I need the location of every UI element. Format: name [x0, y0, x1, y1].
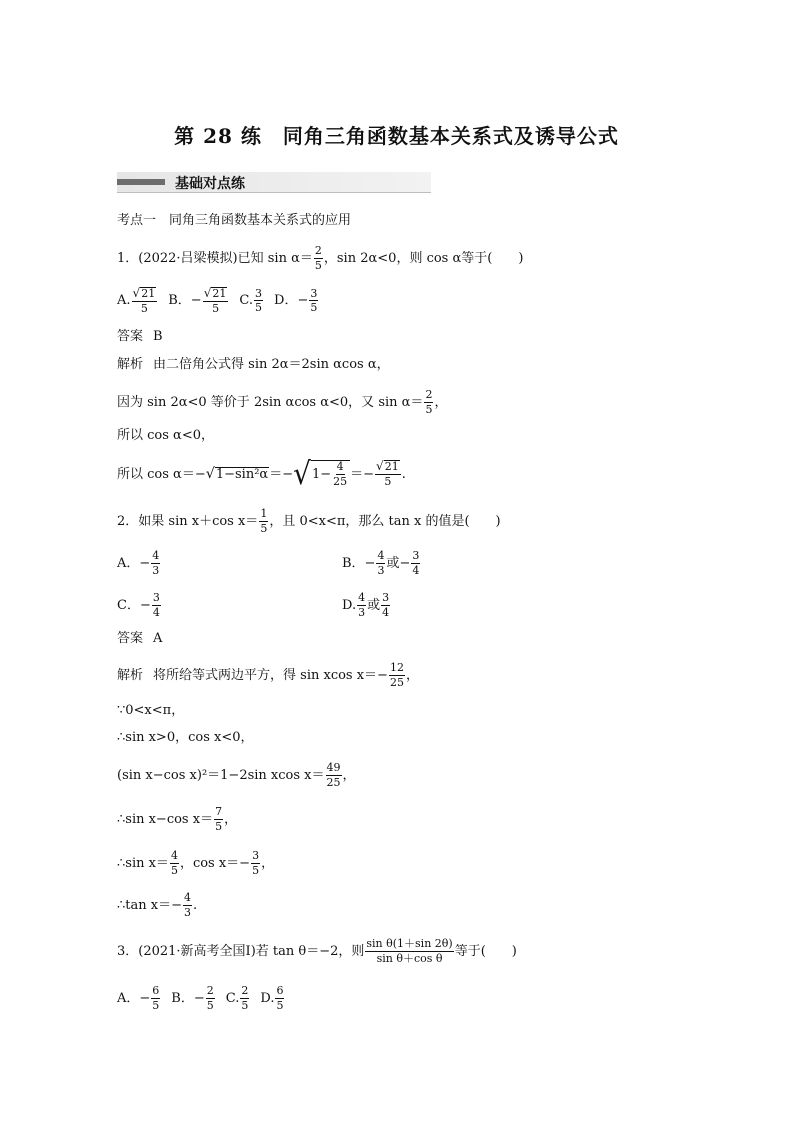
answer-label: 答案 [117, 631, 144, 646]
answer-value: B [153, 329, 163, 344]
q1-stem [117, 245, 523, 271]
sqrt-sign: √ [205, 465, 215, 482]
analysis-text: ， [342, 767, 356, 783]
sqrt-sign: √ [132, 286, 141, 300]
q1-stem-a: 1．(2022·吕梁模拟)已知 sin α＝ [117, 250, 313, 266]
fraction-numerator: 4 [170, 849, 178, 862]
result-fraction [375, 460, 401, 487]
fraction-numerator: 2 [425, 388, 433, 401]
fraction-denominator: 3 [358, 605, 366, 619]
q2-option-d-value-2 [381, 592, 390, 618]
sqrt-expression-large [293, 455, 350, 492]
q2-analysis-line-3 [117, 731, 254, 744]
analysis-text: (sin x−cos x)²＝1−2sin xcos x＝ [117, 767, 325, 783]
q1-option-a-label: A. [117, 293, 131, 309]
answer-value: A [153, 631, 163, 646]
page-title: 第 28 练 同角三角函数基本关系式及诱导公式 [174, 124, 619, 148]
analysis-text: 所以 cos α<0， [117, 428, 214, 443]
fraction-numerator: 7 [215, 805, 223, 818]
q2-analysis-line-7 [117, 892, 197, 918]
q2-option-d [342, 592, 391, 618]
q3-option-d-value [275, 985, 284, 1011]
sqrt-sign: √ [293, 455, 311, 492]
analysis-text: 所以 cos α＝− [117, 466, 206, 482]
fraction-numerator: 3 [382, 591, 390, 604]
q3-option-b-value [206, 985, 215, 1011]
fraction-denominator: 5 [170, 863, 178, 877]
q1-option-d-label: D．− [274, 293, 309, 309]
analysis-fraction [183, 892, 192, 918]
analysis-text: ∴sin x>0，cos x<0， [117, 730, 254, 745]
q2-stem-fraction [259, 508, 268, 534]
q2-option-c-value [152, 592, 161, 618]
q3-option-a-value [151, 985, 160, 1011]
analysis-fraction [389, 662, 405, 688]
fraction-denominator: 5 [255, 301, 263, 315]
sqrt-sign: √ [203, 286, 212, 300]
fraction-numerator: 1 [260, 507, 268, 520]
q3-stem [117, 938, 517, 964]
section-stripe [117, 179, 165, 185]
q3-option-d-label: D. [260, 990, 275, 1006]
fraction-numerator: 4 [358, 591, 366, 604]
q2-option-a-label: A．− [117, 555, 151, 571]
fraction-denominator: 25 [333, 475, 348, 488]
analysis-text: ∴tan x＝− [117, 897, 182, 913]
analysis-text: ， [224, 811, 238, 827]
fraction-denominator: 5 [241, 998, 249, 1012]
q2-option-b [342, 550, 421, 576]
fraction-denominator: 5 [212, 301, 220, 315]
sqrt-expression [206, 467, 269, 481]
fraction-denominator: 5 [152, 998, 160, 1012]
analysis-text: 因为 sin 2α<0 等价于 2sin αcos α<0，又 sin α＝ [117, 394, 424, 410]
fraction-denominator: 5 [140, 301, 148, 315]
sqrt-sign: √ [376, 459, 384, 474]
fraction-numerator: 12 [389, 661, 404, 674]
analysis-text: ∵0<x<π， [117, 703, 185, 718]
analysis-fraction [170, 850, 179, 876]
q2-stem [117, 508, 501, 534]
radicand: 21 [212, 287, 227, 300]
fraction-denominator: 5 [215, 819, 223, 833]
fraction-numerator: 49 [326, 761, 341, 774]
fraction-denominator: sin θ＋cos θ [376, 951, 443, 965]
fraction-denominator: 5 [384, 475, 392, 488]
topic-heading [117, 214, 351, 227]
fraction-denominator: 5 [314, 258, 322, 272]
q2-stem-a: 2．如果 sin x＋cos x＝ [117, 513, 259, 529]
fraction-numerator: 3 [252, 849, 260, 862]
fraction-denominator: 4 [412, 563, 420, 577]
answer-label: 答案 [117, 329, 144, 344]
analysis-text: ∴sin x＝ [117, 855, 169, 871]
fraction-denominator: 5 [260, 521, 268, 535]
analysis-fraction [251, 850, 260, 876]
q1-option-c-value [254, 288, 263, 314]
fraction-numerator: 4 [152, 549, 160, 562]
fraction-numerator: 2 [241, 984, 249, 997]
analysis-label: 解析 [117, 667, 144, 683]
analysis-text: ， [405, 667, 419, 683]
analysis-text: 将所给等式两边平方，得 sin xcos x＝− [153, 667, 388, 683]
fraction-denominator: 5 [252, 863, 260, 877]
q3-option-c-value [240, 985, 249, 1011]
fraction-denominator: 3 [183, 905, 191, 919]
radicand: 1−sin²α [215, 466, 269, 482]
analysis-text: ＝− [350, 466, 375, 482]
fraction-numerator: 6 [276, 984, 284, 997]
q2-answer [117, 632, 162, 645]
analysis-text: . [401, 466, 406, 482]
fraction-numerator: 6 [152, 984, 160, 997]
analysis-fraction [214, 806, 223, 832]
q2-option-c [117, 592, 162, 618]
q1-analysis-line-4 [117, 455, 406, 492]
fraction-denominator: 5 [310, 301, 318, 315]
option-or: 或− [386, 555, 411, 571]
q2-option-b-value-1 [376, 550, 385, 576]
fraction-denominator: 5 [276, 998, 284, 1012]
radicand [311, 460, 350, 488]
q2-option-b-label: B．− [342, 555, 376, 571]
q3-options [117, 985, 285, 1011]
section-header [117, 172, 431, 193]
fraction-denominator: 5 [425, 402, 433, 416]
q2-stem-b: ，且 0<x<π，那么 tan x 的值是( ) [269, 513, 501, 529]
fraction-numerator: 3 [255, 286, 263, 300]
radicand: 21 [141, 287, 156, 300]
q2-option-a-value [151, 550, 160, 576]
analysis-fraction [424, 389, 433, 415]
fraction-denominator: 3 [152, 563, 160, 577]
q1-options [117, 287, 319, 314]
fraction-numerator: 4 [336, 460, 344, 474]
fraction-denominator: 3 [377, 563, 385, 577]
q1-analysis-line-3 [117, 429, 214, 442]
q1-answer [117, 330, 163, 343]
fraction-denominator: 25 [389, 675, 404, 689]
q3-option-c-label: C. [225, 990, 240, 1006]
q1-option-b-value [203, 287, 229, 314]
q3-stem-fraction [365, 938, 453, 964]
q1-option-b-label: B．− [168, 293, 202, 309]
fraction-denominator: 4 [152, 605, 160, 619]
fraction-numerator: 4 [183, 891, 191, 904]
q2-analysis-line-5 [117, 806, 237, 832]
q3-stem-a: 3．(2021·新高考全国Ⅰ)若 tan θ＝−2，则 [117, 943, 365, 959]
fraction-numerator: 2 [206, 984, 214, 997]
q1-stem-fraction [314, 245, 323, 271]
q2-analysis-line-2 [117, 704, 184, 717]
topic-text: 考点一 同角三角函数基本关系式的应用 [117, 213, 352, 228]
q2-option-d-label: D. [342, 597, 357, 613]
analysis-text: . [192, 897, 198, 913]
analysis-label: 解析 [117, 357, 144, 372]
q2-option-b-value-2 [411, 550, 420, 576]
analysis-fraction [326, 762, 342, 788]
fraction-numerator: 2 [314, 244, 322, 257]
fraction-numerator: 4 [377, 549, 385, 562]
q2-analysis-line-6 [117, 850, 274, 876]
analysis-text: ， [434, 394, 448, 410]
q2-analysis-line-1 [117, 662, 419, 688]
radicand-text: 1− [311, 467, 332, 482]
q1-stem-b: ，sin 2α<0，则 cos α等于( ) [323, 250, 524, 266]
q1-option-d-value [309, 288, 318, 314]
analysis-text: ， [261, 855, 275, 871]
q1-analysis-line-1 [117, 358, 390, 371]
analysis-text: 由二倍角公式得 sin 2α＝2sin αcos α， [153, 357, 390, 372]
q1-option-c-label: C. [239, 293, 254, 309]
fraction-denominator: 4 [382, 605, 390, 619]
option-or: 或 [367, 597, 381, 613]
analysis-text: ∴sin x−cos x＝ [117, 811, 214, 827]
radicand-fraction [332, 461, 348, 487]
q3-stem-b: 等于( ) [454, 943, 517, 959]
analysis-text: ＝− [269, 466, 294, 482]
fraction-numerator: 3 [152, 591, 160, 604]
fraction-numerator: sin θ(1＋sin 2θ) [366, 937, 453, 950]
fraction-denominator: 25 [326, 775, 341, 789]
q2-option-d-value-1 [357, 592, 366, 618]
q3-option-a-label: A．− [117, 990, 151, 1006]
section-title: 基础对点练 [175, 176, 245, 192]
fraction-denominator: 5 [206, 998, 214, 1012]
q1-option-a-value [132, 287, 158, 314]
fraction-numerator: 3 [310, 286, 318, 300]
q3-option-b-label: B．− [171, 990, 205, 1006]
radicand: 21 [384, 460, 399, 474]
fraction-numerator: 3 [412, 549, 420, 562]
analysis-text: ，cos x＝− [179, 855, 251, 871]
q2-option-c-label: C．− [117, 597, 151, 613]
q2-option-a [117, 550, 161, 576]
q1-analysis-line-2 [117, 389, 447, 415]
q2-analysis-line-4 [117, 762, 356, 788]
